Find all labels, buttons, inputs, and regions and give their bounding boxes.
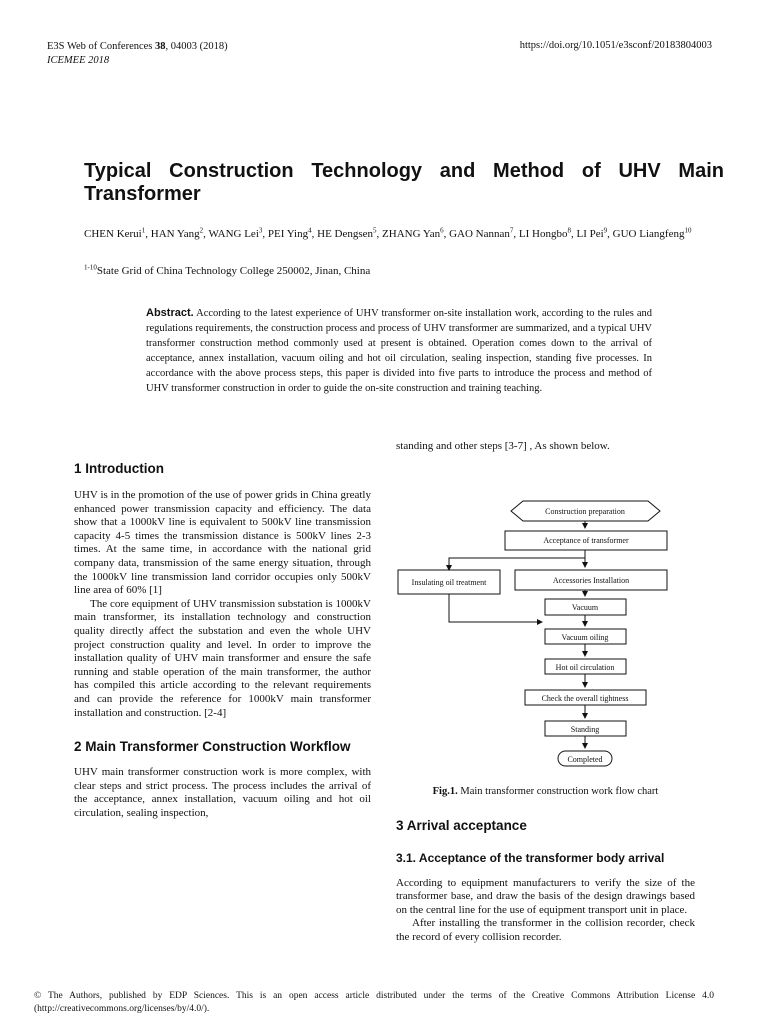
flow-arrow — [449, 594, 542, 622]
flow-label-start: Construction preparation — [545, 506, 625, 516]
right-column — [396, 440, 695, 945]
flow-label-vacuum-oiling: Vacuum oiling — [561, 632, 609, 642]
license-footer: © The Authors, published by EDP Sciences. This is an open access article distributed under the terms of the Creative Commons Attribution License 4.0 (http://creativecommons.org/licenses/by/4.0/). — [34, 991, 714, 1014]
author: GUO Liangfeng$^{10}$ — [612, 226, 692, 240]
author: LI Hongbo$^8$ — [518, 226, 571, 240]
abstract-label: Abstract. — [146, 307, 194, 319]
left-column — [74, 460, 371, 820]
intro-paragraph-2: The core equipment of UHV transmission substation is 1000kV main transformer, its installation technology and construction quality directly affect the substation and even the whole UHV project construction quality and level. In order to improve the installation quality of UHV main transformer and ensure the safe running and stable operation of the main transformer, the author has compiled this article according to the relevant requirements and can provide the reference for 1000kV main transformer installation and construction. [2-4] — [74, 597, 371, 719]
author: ZHANG Yan$^6$ — [382, 226, 444, 240]
flow-label-acceptance: Acceptance of transformer — [543, 535, 629, 545]
flow-label-accessories: Accessories Installation — [552, 575, 630, 585]
author: PEI Ying$^4$ — [267, 226, 312, 240]
flowchart-canvas — [396, 462, 695, 782]
abstract — [146, 306, 652, 396]
author-list: CHEN Kerui$^1$, HAN Yang$^2$, WANG Lei$^3$, PEI Ying$^4$, HE Dengsen$^5$, ZHANG Yan$^6$, GAO Nannan$^7$, LI Hongbo$^8$, LI Pei$^9$, GUO Liangfeng$^{10}$ — [84, 226, 692, 240]
acceptance-paragraph-2: After installing the transformer in the collision recorder, check the record of every collision recorder. — [396, 917, 695, 943]
section-heading-introduction: 1 Introduction — [74, 461, 164, 476]
conference-name: ICEMEE 2018 — [47, 55, 110, 66]
subsection-heading-acceptance: 3.1. Acceptance of the transformer body arrival — [396, 850, 665, 865]
section-heading-arrival: 3 Arrival acceptance — [396, 817, 527, 833]
flow-label-standing: Standing — [570, 724, 600, 734]
flow-label-hot-oil: Hot oil circulation — [555, 662, 615, 672]
affiliation: $^{1-10}$State Grid of China Technology College 250002, Jinan, China — [84, 263, 371, 277]
figure-caption: Fig.1. Main transformer construction work flow chart — [432, 785, 659, 797]
author: HAN Yang$^2$ — [150, 226, 204, 240]
flow-label-oil-treatment: Insulating oil treatment — [411, 577, 487, 587]
section-heading-workflow: 2 Main Transformer Construction Workflow — [74, 739, 351, 755]
workflow-paragraph-continued: standing and other steps [3-7] , As shown below. — [396, 440, 610, 452]
paper-title: Typical Construction Technology and Method of UHV Main Transformer — [84, 160, 724, 205]
abstract-text: According to the latest experience of UHV transformer on-site installation work, according to the rules and regulations requirements, the construction process and process of UHV transformer are summarized, and a typical UHV transformer construction method commonly used at present is obtained. Operation comes down to the arrival of acceptance, annex installation, vacuum oiling and hot oil circulation, sealing inspection, standing five processes. In accordance with the above process steps, this paper is divided into five parts to introduce the process and method of UHV transformer construction in order to guide the on-site construction and training teaching. — [146, 308, 652, 394]
workflow-paragraph: UHV main transformer construction work is more complex, with clear steps and strict process. The process includes the arrival of the acceptance, annex installation, vacuum oiling and hot oil circulation, sealing inspection, — [74, 766, 371, 819]
flow-label-vacuum: Vacuum — [571, 602, 599, 612]
author: HE Dengsen$^5$ — [317, 226, 377, 240]
running-header-left — [47, 40, 228, 68]
intro-paragraph-1: UHV is in the promotion of the use of power grids in China greatly enhanced power transmission capacity and efficiency. The data show that a 1000kV line is equivalent to 500kV line transmission capacity 4-5 times the transmission distance is 500kV lines 2-3 times. At the same time, in accordance with the national grid company data, transmission of the same energy situation, through the 1000kV line transmission land corridor occupies only 500kV line area of 60% [1] — [74, 489, 371, 597]
flow-arrow — [449, 558, 585, 570]
author: GAO Nannan$^7$ — [449, 226, 514, 240]
flow-label-tightness: Check the overall tightness — [541, 693, 629, 703]
doi-link[interactable]: https://doi.org/10.1051/e3sconf/20183804003 — [519, 40, 712, 51]
flow-label-completed: Completed — [567, 754, 603, 764]
author: LI Pei$^9$ — [576, 226, 608, 240]
flowchart-figure — [396, 462, 695, 782]
author: WANG Lei$^3$ — [208, 226, 263, 240]
author: CHEN Kerui$^1$ — [84, 226, 146, 240]
journal-citation: E3S Web of Conferences 38, 04003 (2018) — [47, 41, 228, 52]
acceptance-paragraph-1: According to equipment manufacturers to verify the size of the transformer base, and draw the basis of the design drawings based on the central line for the use of equipment transport unit in place. — [396, 876, 695, 916]
